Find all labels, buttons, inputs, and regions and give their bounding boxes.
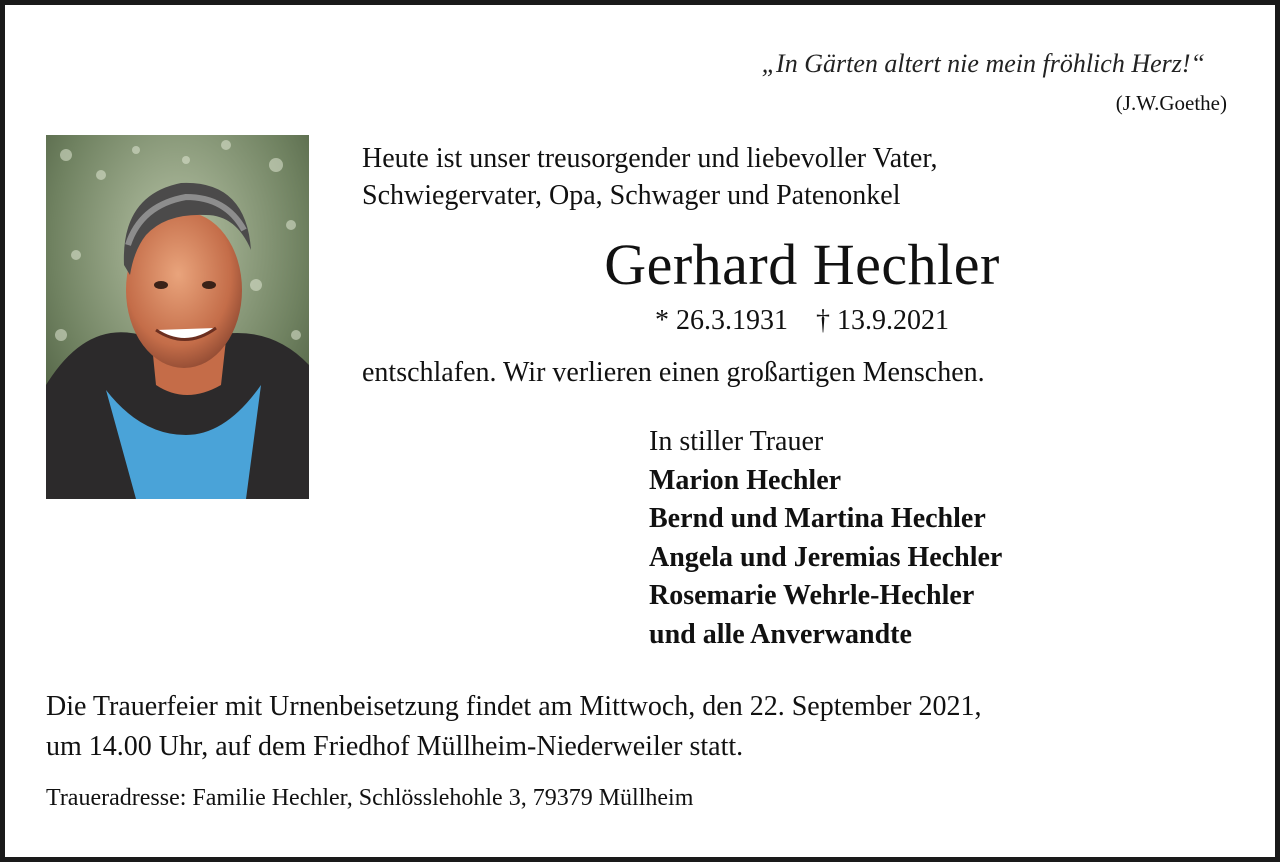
goethe-quote: „In Gärten altert nie mein fröhlich Herz!“ [761, 49, 1205, 78]
mourner-name: Rosemarie Wehrle-Hechler [649, 580, 975, 611]
mourner-name: Angela und Jeremias Hechler [649, 541, 1003, 573]
mourning-address: Traueradresse: Familie Hechler, Schlösslehohle 3, 79379 Müllheim [46, 785, 694, 811]
intro-text [362, 140, 938, 214]
portrait-photo [46, 135, 309, 499]
ceremony-info [46, 687, 981, 767]
passing-sentence: entschlafen. Wir verlieren einen großartigen Menschen. [362, 357, 985, 388]
mourner-name: Marion Hechler [649, 464, 842, 496]
mourner-name: und alle Anverwandte [649, 618, 912, 650]
mourner-name: Bernd und Martina Hechler [649, 503, 986, 534]
mourners-heading: In stiller Trauer [649, 426, 824, 457]
intro-line-2: Schwiegervater, Opa, Schwager und Patenonkel [362, 180, 901, 211]
deceased-name: Gerhard Hechler [604, 232, 1000, 297]
life-dates [362, 305, 1242, 337]
intro-line-1: Heute ist unser treusorgender und liebevoller Vater, [362, 143, 938, 174]
quote-author: (J.W.Goethe) [1115, 91, 1227, 115]
mourners-block [649, 423, 1002, 654]
ceremony-line-2: um 14.00 Uhr, auf dem Friedhof Müllheim-Niederweiler statt. [46, 731, 744, 762]
death-date: † 13.9.2021 [816, 305, 949, 336]
ceremony-line-1: Die Trauerfeier mit Urnenbeisetzung findet am Mittwoch, den 22. September 2021, [46, 691, 982, 722]
birth-date: * 26.3.1931 [655, 305, 788, 336]
